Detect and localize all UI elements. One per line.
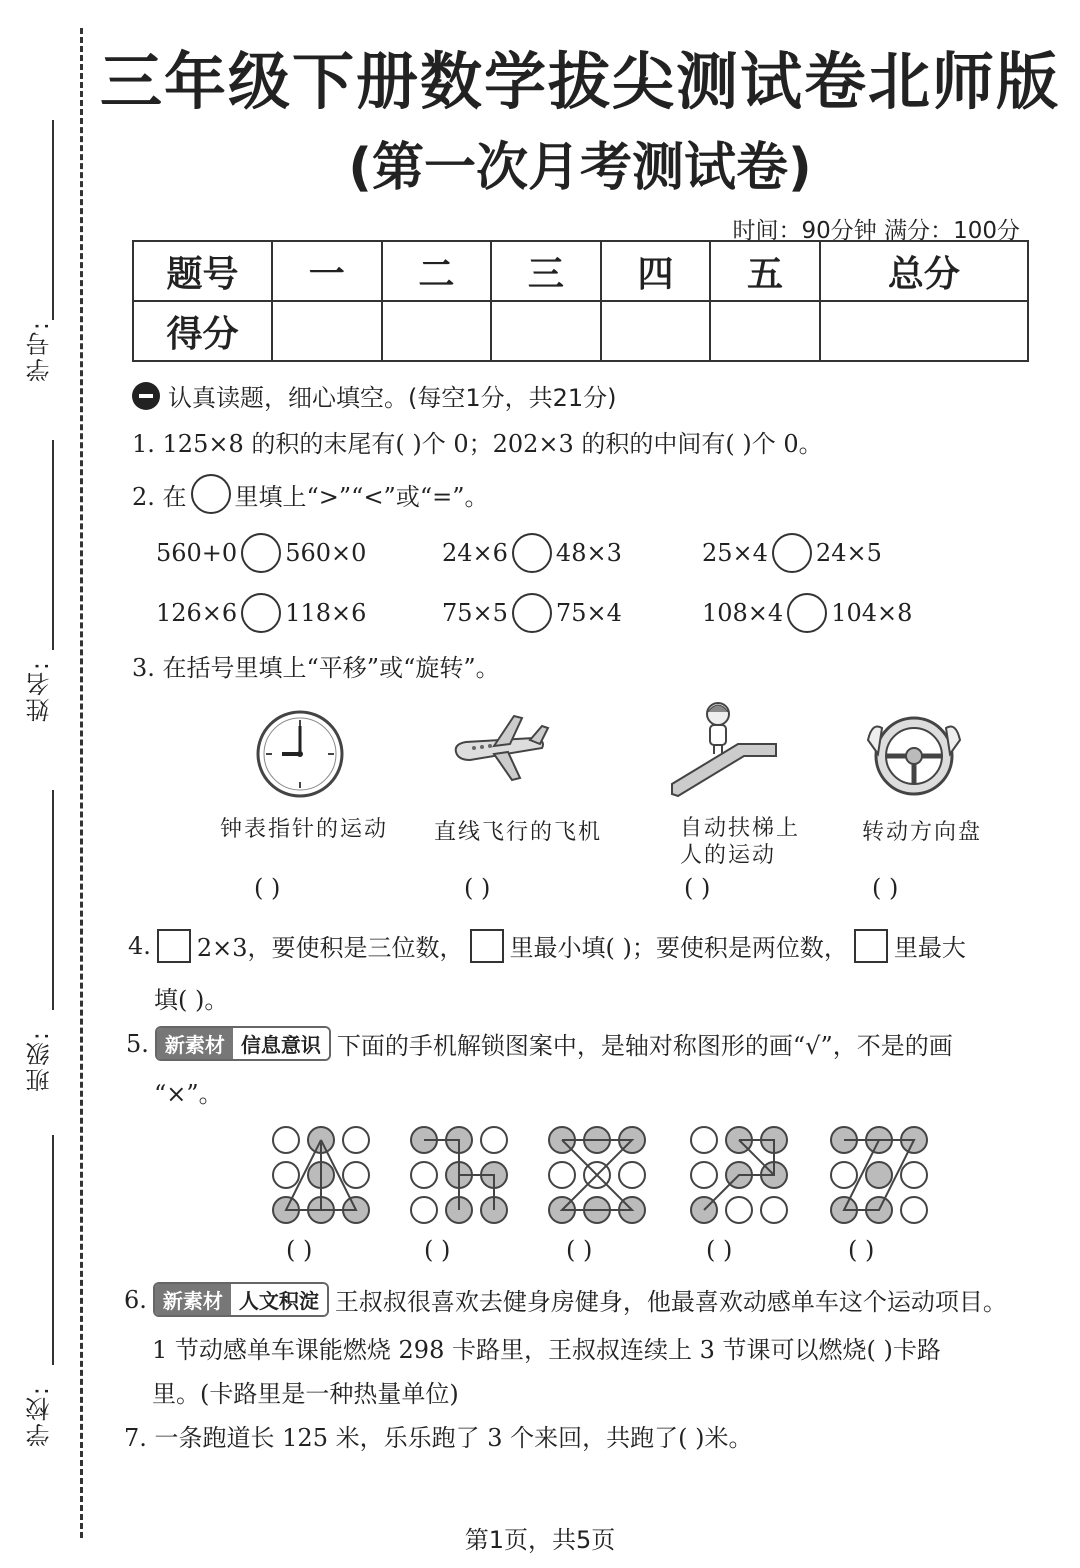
score-header-cell: 题号 — [133, 241, 272, 301]
question-5-number: 5. — [126, 1029, 149, 1058]
question-5-text: 下面的手机解锁图案中，是轴对称图形的画“√”，不是的画 — [336, 1032, 953, 1060]
page-title: 三年级下册数学拔尖测试卷北师版 — [99, 45, 1060, 118]
score-table-score-row — [133, 301, 1028, 361]
score-input-cell[interactable] — [491, 301, 601, 361]
clock-icon — [254, 708, 346, 800]
unlock-pattern-2 — [404, 1122, 514, 1228]
name-line — [52, 440, 54, 650]
comparison-left: 24×6 — [442, 539, 508, 567]
answer-paren[interactable]: ( ) — [424, 1236, 451, 1264]
score-input-cell[interactable] — [710, 301, 820, 361]
picture-caption: 自动扶梯上 人的运动 — [680, 816, 801, 868]
comparison-item — [442, 593, 622, 633]
question-4-part-b: 2×3，要使积是三位数， — [196, 934, 464, 962]
comparison-left: 126×6 — [156, 599, 238, 627]
exam-meta: 时间：90分钟 满分：100分 — [732, 218, 1020, 244]
compare-circle[interactable] — [241, 593, 281, 633]
class-line — [52, 790, 54, 1010]
compare-circle[interactable] — [241, 533, 281, 573]
answer-paren[interactable]: ( ) — [566, 1236, 593, 1264]
airplane-icon — [450, 712, 550, 784]
question-3: 3. 在括号里填上“平移”或“旋转”。 — [132, 654, 500, 682]
score-input-cell[interactable] — [382, 301, 492, 361]
question-6-number: 6. — [124, 1285, 147, 1314]
fill-box[interactable] — [854, 929, 888, 963]
question-4-part-e: 填( )。 — [154, 986, 229, 1014]
comparison-left: 25×4 — [702, 539, 768, 567]
question-5 — [126, 1026, 953, 1061]
question-4-part-d: 里最大 — [893, 934, 966, 962]
school-label: 学校: — [26, 1385, 54, 1448]
score-header-cell: 五 — [710, 241, 820, 301]
answer-paren[interactable]: ( ) — [848, 1236, 875, 1264]
compare-circle[interactable] — [512, 593, 552, 633]
compare-circle-sample — [191, 474, 231, 514]
unlock-pattern-3 — [542, 1122, 652, 1228]
picture-caption: 转动方向盘 — [862, 820, 983, 845]
unlock-pattern-4 — [684, 1122, 794, 1228]
comparison-left: 75×5 — [442, 599, 508, 627]
comparison-left: 108×4 — [702, 599, 784, 627]
question-2-prefix: 2. 在 — [132, 482, 187, 511]
answer-paren[interactable]: ( ) — [872, 874, 899, 902]
section-heading-text: 认真读题，细心填空。(每空1分，共21分) — [168, 384, 617, 412]
page-subtitle: (第一次月考测试卷) — [348, 138, 812, 198]
question-1: 1. 125×8 的积的末尾有( )个 0；202×3 的积的中间有( )个 0。 — [132, 430, 823, 458]
answer-paren[interactable]: ( ) — [684, 874, 711, 902]
name-label: 姓名: — [26, 660, 54, 723]
tag-new-material: 新素材 — [155, 1284, 231, 1315]
score-input-cell[interactable] — [601, 301, 711, 361]
school-line — [52, 1135, 54, 1365]
fill-box[interactable] — [470, 929, 504, 963]
score-header-cell: 总分 — [820, 241, 1028, 301]
picture-caption: 直线飞行的飞机 — [434, 820, 603, 845]
material-tag — [153, 1282, 329, 1317]
question-7: 7. 一条跑道长 125 米，乐乐跑了 3 个来回，共跑了( )米。 — [124, 1424, 753, 1452]
question-4 — [128, 928, 966, 963]
comparison-left: 560+0 — [156, 539, 238, 567]
comparison-right: 24×5 — [815, 539, 882, 567]
comparison-item — [156, 593, 366, 633]
unlock-pattern-5 — [824, 1122, 934, 1228]
score-table-header-row — [133, 241, 1028, 301]
section-heading — [132, 378, 617, 413]
tag-new-material: 新素材 — [157, 1028, 233, 1059]
answer-paren[interactable]: ( ) — [254, 874, 281, 902]
question-2-suffix: 里填上“>”“<”或“=”。 — [234, 482, 489, 511]
question-2 — [132, 474, 488, 514]
answer-paren[interactable]: ( ) — [464, 874, 491, 902]
student-no-label: 学号: — [26, 320, 54, 383]
score-header-cell: 一 — [272, 241, 382, 301]
section-number-icon — [132, 382, 160, 410]
tag-info-awareness: 信息意识 — [233, 1028, 329, 1059]
score-header-cell: 二 — [382, 241, 492, 301]
comparison-right: 560×0 — [285, 539, 367, 567]
escalator-icon — [668, 700, 780, 800]
compare-circle[interactable] — [787, 593, 827, 633]
binding-dashed-line — [80, 28, 83, 1538]
picture-caption: 钟表指针的运动 — [220, 817, 389, 842]
question-4-part-c: 里最小填( )；要使积是两位数， — [509, 934, 848, 962]
comparison-right: 118×6 — [285, 599, 367, 627]
comparison-right: 75×4 — [555, 599, 622, 627]
score-input-cell[interactable] — [272, 301, 382, 361]
steering-wheel-icon — [864, 710, 964, 802]
compare-circle[interactable] — [512, 533, 552, 573]
compare-circle[interactable] — [772, 533, 812, 573]
score-row-label: 得分 — [133, 301, 272, 361]
comparison-item — [702, 533, 882, 573]
fill-box[interactable] — [157, 929, 191, 963]
score-header-cell: 四 — [601, 241, 711, 301]
question-6-text: 王叔叔很喜欢去健身房健身，他最喜欢动感单车这个运动项目。 — [334, 1288, 1007, 1316]
answer-paren[interactable]: ( ) — [706, 1236, 733, 1264]
score-header-cell: 三 — [491, 241, 601, 301]
comparison-item — [156, 533, 366, 573]
score-table — [132, 240, 1029, 362]
comparison-right: 104×8 — [831, 599, 913, 627]
comparison-right: 48×3 — [555, 539, 622, 567]
page-footer: 第1页，共5页 — [464, 1526, 616, 1554]
class-label: 班级: — [26, 1030, 54, 1093]
question-6-text-2: 1 节动感单车课能燃烧 298 卡路里，王叔叔连续上 3 节课可以燃烧( )卡路 — [152, 1336, 941, 1364]
material-tag — [155, 1026, 331, 1061]
unlock-pattern-1 — [266, 1122, 376, 1228]
comparison-item — [702, 593, 912, 633]
tag-humanities: 人文积淀 — [231, 1284, 327, 1315]
answer-paren[interactable]: ( ) — [286, 1236, 313, 1264]
question-6-text-3: 里。(卡路里是一种热量单位) — [152, 1380, 459, 1408]
question-5-text-2: “×”。 — [154, 1080, 223, 1108]
question-4-number: 4. — [128, 931, 151, 960]
question-6 — [124, 1282, 1007, 1317]
comparison-item — [442, 533, 622, 573]
score-input-cell[interactable] — [820, 301, 1028, 361]
